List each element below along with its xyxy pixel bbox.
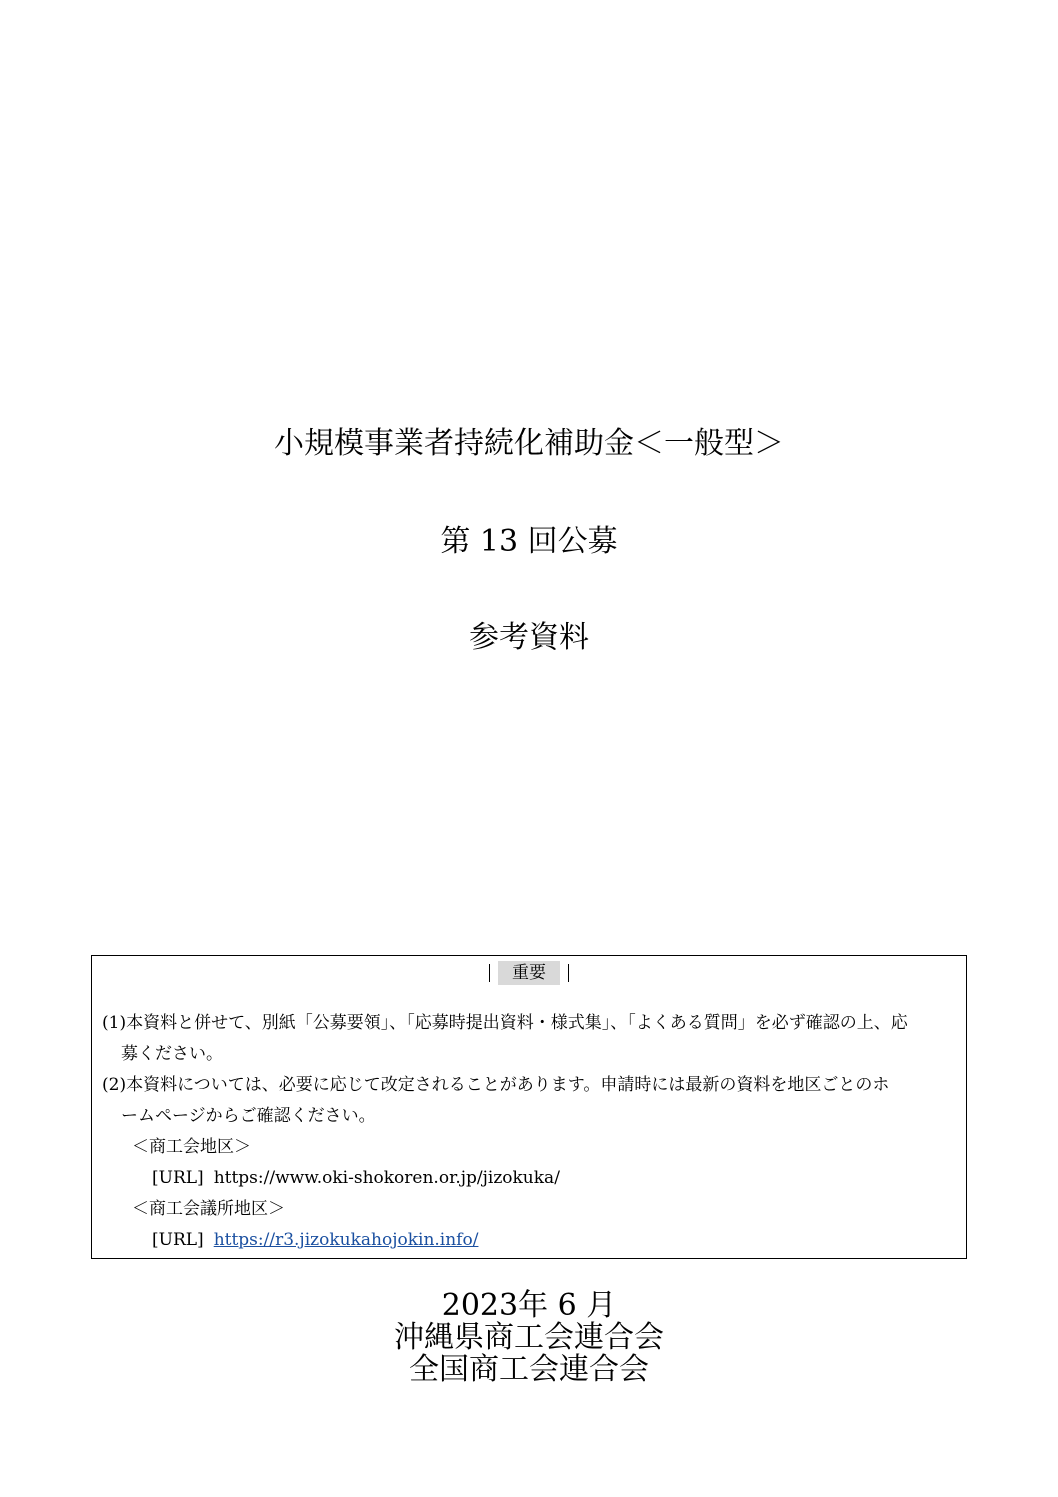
shokokaigisho-url-link[interactable]: https://r3.jizokukahojokin.info/ (213, 1230, 479, 1250)
notice-item-2-line-1: (2)本資料については、必要に応じて改定されることがあります。申請時には最新の資料を地区ごとのホ (102, 1075, 890, 1095)
footer (0, 1290, 1058, 1386)
document-type-title: 参考資料 (469, 620, 589, 655)
notice-header-label: 重要 (498, 961, 560, 985)
shokokai-section-label: ＜商工会地区＞ (132, 1137, 251, 1157)
document-title: 小規模事業者持続化補助金＜一般型＞ (274, 426, 784, 461)
shokokai-url-row (102, 1163, 958, 1194)
notice-item-1-line-2: 募ください。 (121, 1044, 223, 1064)
notice-body (102, 1008, 958, 1256)
publication-date: 2023年 6 月 (441, 1288, 617, 1323)
divider (489, 964, 490, 982)
shokokaigisho-url-row (102, 1225, 958, 1256)
url-prefix: [URL] (152, 1168, 204, 1188)
notice-item-1-line-1: (1)本資料と併せて、別紙「公募要領」、「応募時提出資料・様式集」、「よくある質問」を必ず確認の上、応 (102, 1013, 908, 1033)
important-notice-box (91, 955, 967, 1259)
round-title: 第 13 回公募 (440, 524, 618, 559)
notice-item-2-line-2: ームページからご確認ください。 (121, 1106, 376, 1126)
notice-header (92, 959, 966, 985)
shokokai-url: https://www.oki-shokoren.or.jp/jizokuka/ (213, 1168, 560, 1188)
organization-1: 沖縄県商工会連合会 (394, 1320, 664, 1355)
shokokaigisho-section-label: ＜商工会議所地区＞ (132, 1199, 285, 1219)
url-prefix: [URL] (152, 1230, 204, 1250)
organization-2: 全国商工会連合会 (409, 1352, 649, 1387)
divider (568, 964, 569, 982)
